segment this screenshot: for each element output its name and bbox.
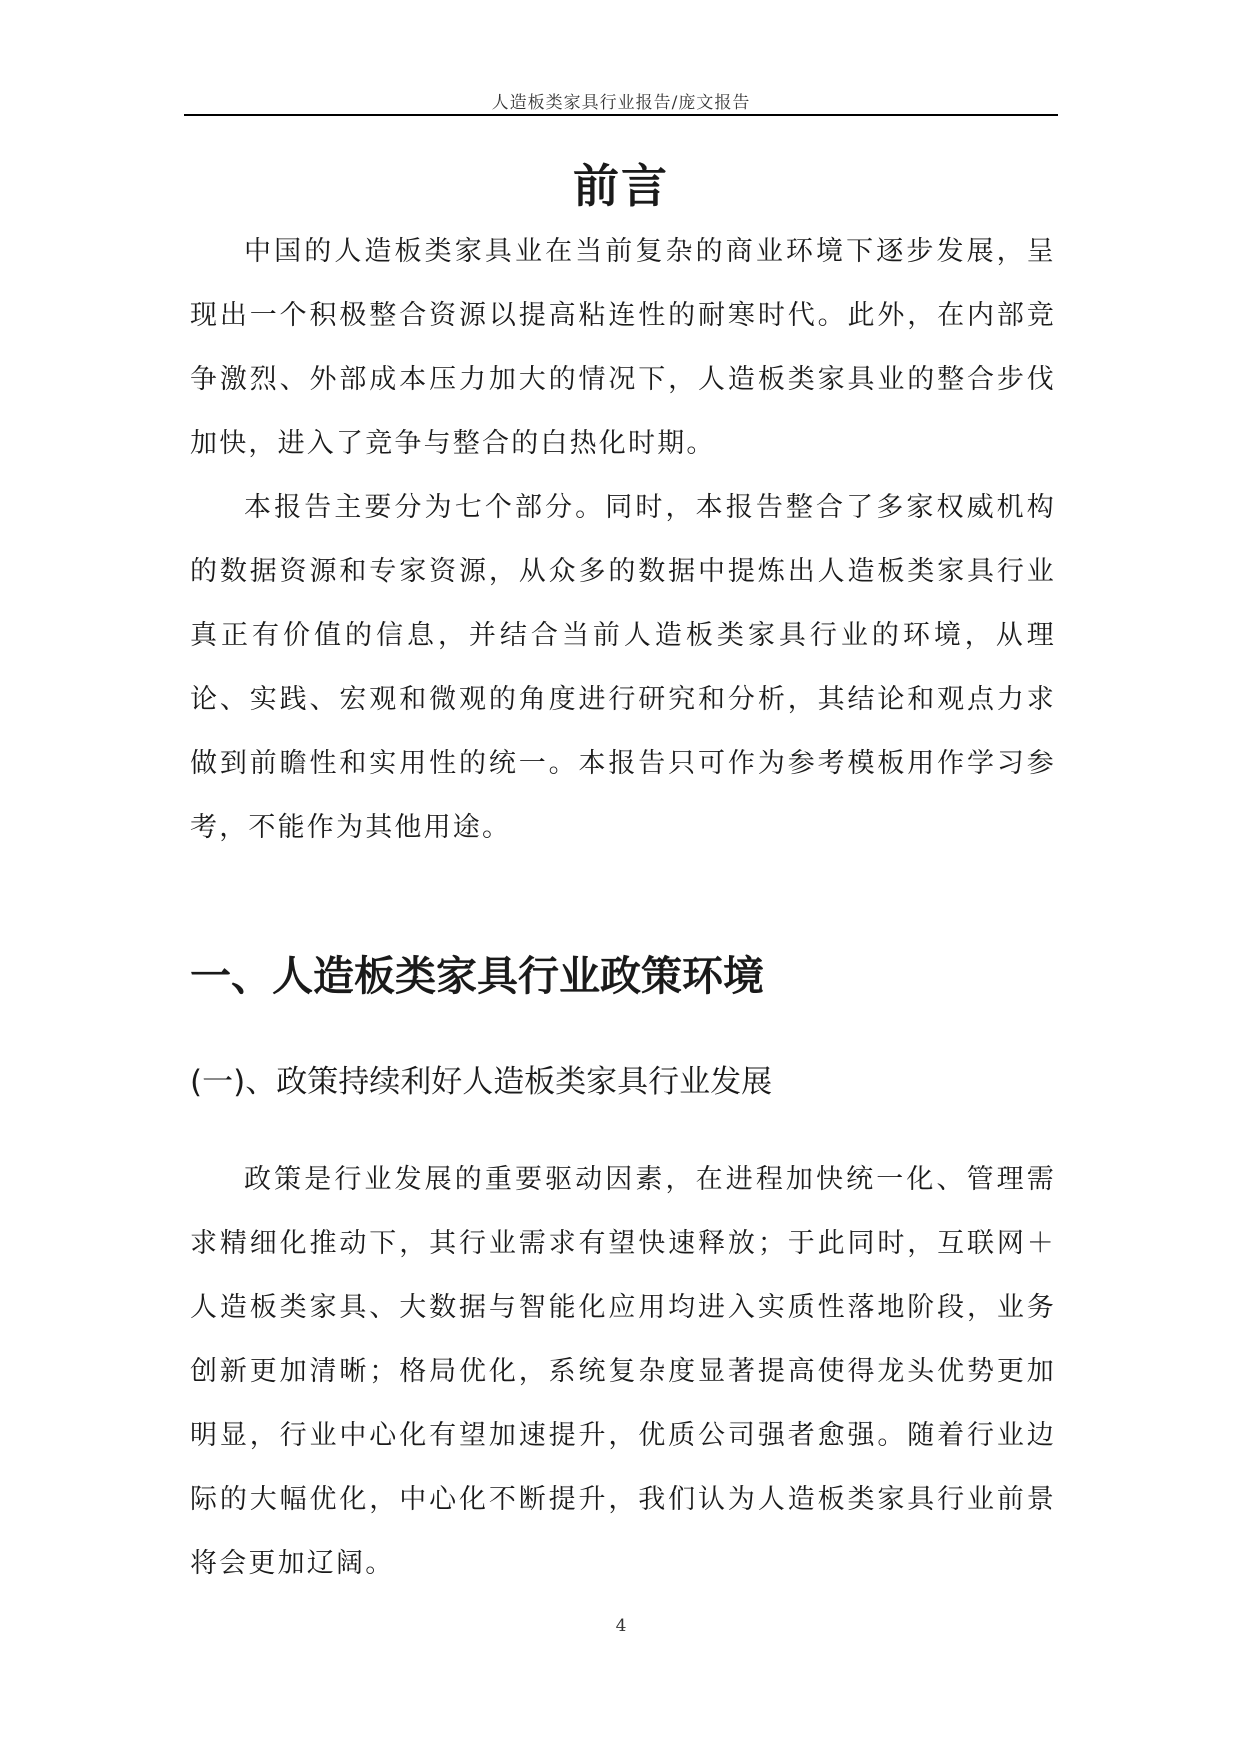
header-divider	[184, 114, 1058, 116]
section-title: 一、人造板类家具行业政策环境	[190, 952, 764, 1000]
preface-body	[190, 220, 1056, 860]
subsection-title: (一)、政策持续利好人造板类家具行业发展	[190, 1064, 773, 1100]
preface-paragraph-1: 中国的人造板类家具业在当前复杂的商业环境下逐步发展，呈现出一个积极整合资源以提高粘连性的耐寒时代。此外，在内部竞争激烈、外部成本压力加大的情况下，人造板类家具业的整合步伐加快，进入了竞争与整合的白热化时期。	[190, 236, 1056, 459]
preface-title: 前言	[573, 159, 669, 213]
running-header: 人造板类家具行业报告/庞文报告	[491, 93, 751, 113]
preface-paragraph-2: 本报告主要分为七个部分。同时，本报告整合了多家权威机构的数据资源和专家资源，从众多的数据中提炼出人造板类家具行业真正有价值的信息，并结合当前人造板类家具行业的环境，从理论、实践、宏观和微观的角度进行研究和分析，其结论和观点力求做到前瞻性和实用性的统一。本报告只可作为参考模板用作学习参考，不能作为其他用途。	[190, 492, 1056, 843]
subsection-paragraph-1: 政策是行业发展的重要驱动因素，在进程加快统一化、管理需求精细化推动下，其行业需求有望快速释放；于此同时，互联网＋人造板类家具、大数据与智能化应用均进入实质性落地阶段，业务创新更加清晰；格局优化，系统复杂度显著提高使得龙头优势更加明显，行业中心化有望加速提升，优质公司强者愈强。随着行业边际的大幅优化，中心化不断提升，我们认为人造板类家具行业前景将会更加辽阔。	[190, 1164, 1056, 1579]
subsection-body	[190, 1148, 1056, 1596]
page-number: 4	[615, 1616, 627, 1636]
